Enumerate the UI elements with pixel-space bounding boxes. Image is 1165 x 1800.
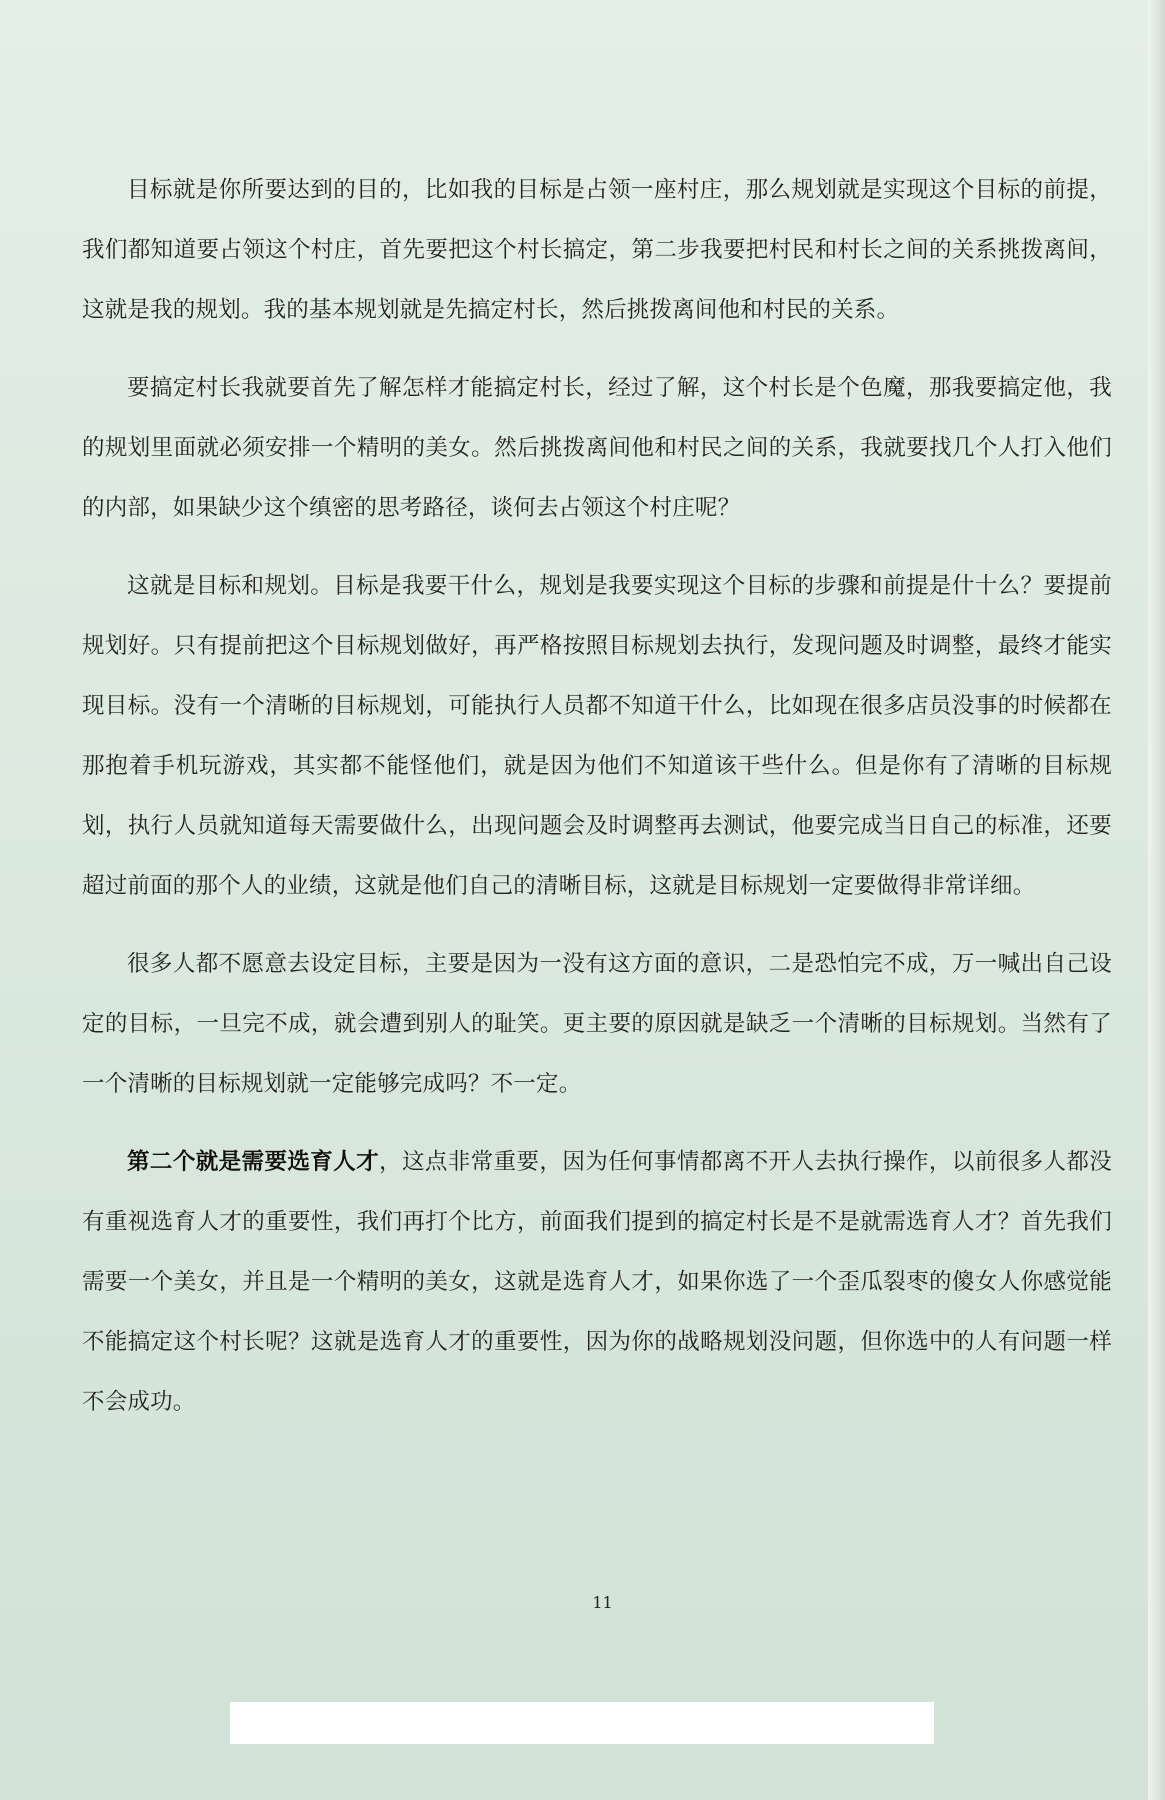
paragraph-2 [82,358,1112,538]
page-edge [1148,0,1165,1800]
paragraph-1 [82,160,1112,340]
paragraph-3-text: 这就是目标和规划。目标是我要干什么，规划是我要实现这个目标的步骤和前提是什十么？要提前规划好。只有提前把这个目标规划做好，再严格按照目标规划去执行，发现问题及时调整，最终才能实现目标。没有一个清晰的目标规划，可能执行人员都不知道干什么，比如现在很多店员没事的时候都在那抱着手机玩游戏，其实都不能怪他们，就是因为他们不知道该干些什么。但是你有了清晰的目标规划，执行人员就知道每天需要做什么，出现问题会及时调整再去测试，他要完成当日自己的标准，还要超过前面的那个人的业绩，这就是他们自己的清晰目标，这就是目标规划一定要做得非常详细。 [82,573,1112,899]
body-text [82,160,1112,1450]
redaction-bar [230,1702,934,1744]
paragraph-5-text: ，这点非常重要，因为任何事情都离不开人去执行操作，以前很多人都没有重视选育人才的重要性，我们再打个比方，前面我们提到的搞定村长是不是就需选育人才？首先我们需要一个美女，并且是一个精明的美女，这就是选育人才，如果你选了一个歪瓜裂枣的傻女人你感觉能不能搞定这个村长呢？这就是选育人才的重要性，因为你的战略规划没问题，但你选中的人有问题一样不会成功。 [82,1149,1112,1415]
paragraph-2-text: 要搞定村长我就要首先了解怎样才能搞定村长，经过了解，这个村长是个色魔，那我要搞定他，我的规划里面就必须安排一个精明的美女。然后挑拨离间他和村民之间的关系，我就要找几个人打入他们的内部，如果缺少这个缜密的思考路径，谈何去占领这个村庄呢？ [82,375,1112,521]
paragraph-1-text: 目标就是你所要达到的目的，比如我的目标是占领一座村庄，那么规划就是实现这个目标的前提，我们都知道要占领这个村庄，首先要把这个村长搞定，第二步我要把村民和村长之间的关系挑拨离间，这就是我的规划。我的基本规划就是先搞定村长，然后挑拨离间他和村民的关系。 [82,177,1112,323]
paragraph-4 [82,934,1112,1114]
paragraph-3 [82,556,1112,916]
paragraph-4-text: 很多人都不愿意去设定目标，主要是因为一没有这方面的意识，二是恐怕完不成，万一喊出自己设定的目标，一旦完不成，就会遭到别人的耻笑。更主要的原因就是缺乏一个清晰的目标规划。当然有了一个清晰的目标规划就一定能够完成吗？不一定。 [82,951,1112,1097]
page-number: 11 [592,1593,613,1612]
paragraph-5-bold-lead: 第二个就是需要选育人才 [127,1149,380,1175]
paragraph-5 [82,1132,1112,1432]
